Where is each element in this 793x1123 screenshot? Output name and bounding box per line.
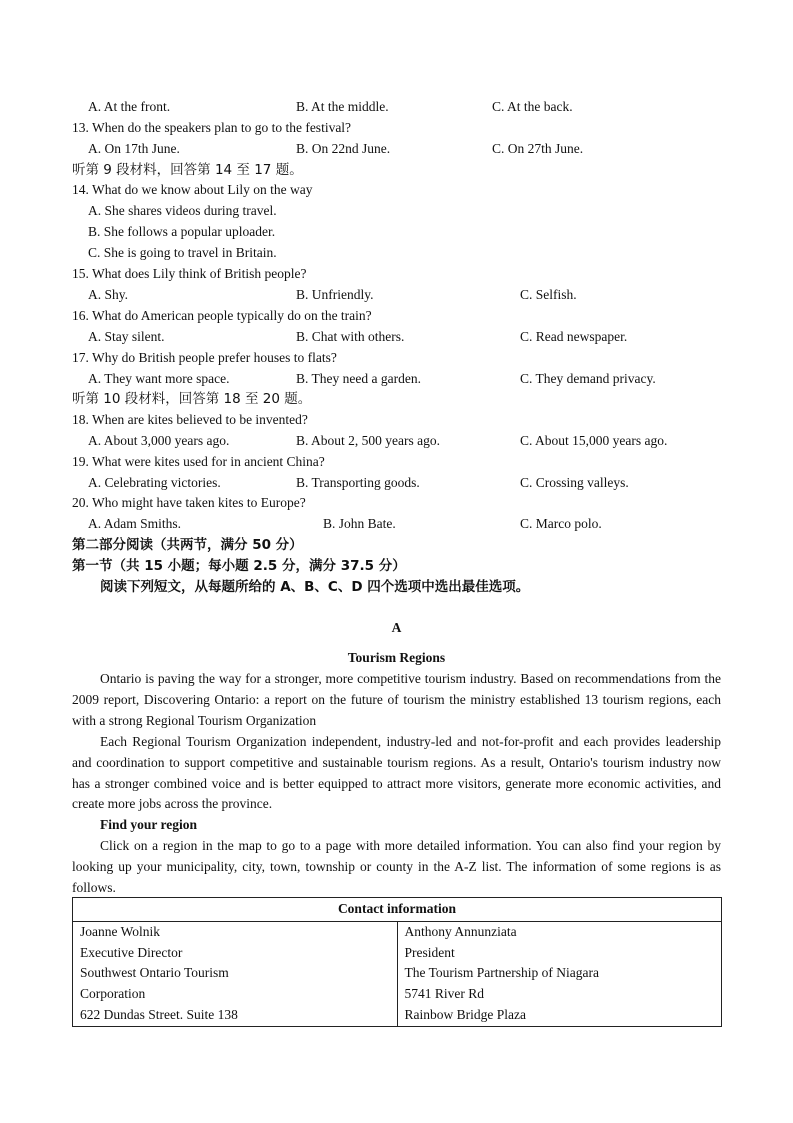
q13-stem: 13. When do the speakers plan to go to the festival? (72, 120, 352, 135)
contact-left-line: Joanne Wolnik (80, 923, 161, 939)
q17-option-a: A. They want more space. (88, 371, 230, 386)
paragraph-1: Ontario is paving the way for a stronger, more competitive tourism industry. Based on recommendations from the 2009 report, Discovering Ontario: a report on the future of tourism the ministry established 13 tourism regions, each with a strong Regional Tourism Organization (72, 671, 721, 728)
contact-right-line: Anthony Annunziata (404, 923, 517, 939)
q19-stem: 19. What were kites used for in ancient China? (72, 454, 325, 469)
contact-right-line: Rainbow Bridge Plaza (404, 1006, 526, 1022)
contact-right-cell (397, 921, 722, 1026)
contact-left-line: Corporation (80, 986, 146, 1002)
q12-option-c: C. At the back. (492, 99, 573, 114)
q13-option-b: B. On 22nd June. (296, 141, 391, 156)
q17-option-b: B. They need a garden. (296, 371, 421, 386)
passage-letter: A (391, 620, 402, 635)
q20-option-a: A. Adam Smiths. (88, 516, 182, 531)
q18-stem: 18. When are kites believed to be invented? (72, 412, 308, 427)
q18-option-b: B. About 2, 500 years ago. (296, 433, 440, 448)
q20-option-c: C. Marco polo. (520, 516, 602, 531)
q18-option-c: C. About 15,000 years ago. (520, 433, 668, 448)
q15-option-a: A. Shy. (88, 287, 129, 302)
q16-stem: 16. What do American people typically do on the train? (72, 308, 372, 323)
q15-option-b: B. Unfriendly. (296, 287, 374, 302)
q13-option-a: A. On 17th June. (88, 141, 180, 156)
q19-option-a: A. Celebrating victories. (88, 475, 221, 490)
paragraph-3: Click on a region in the map to go to a page with more detailed information. You can also find your region by looking up your municipality, city, town, township or county in the A-Z list. The information of some regions is as follows. (72, 838, 721, 895)
find-region-heading: Find your region (100, 817, 198, 832)
section-one-title: 第一节（共 15 小题；每小题 2.5 分，满分 37.5 分） (72, 558, 406, 574)
passage-9-instruction: 听第 9 段材料，回答第 14 至 17 题。 (72, 162, 303, 178)
q16-option-c: C. Read newspaper. (520, 329, 628, 344)
contact-left-line: Southwest Ontario Tourism (80, 965, 229, 981)
q14-option-b: B. She follows a popular uploader. (88, 224, 276, 239)
q20-stem: 20. Who might have taken kites to Europe? (72, 495, 306, 510)
q14-stem: 14. What do we know about Lily on the way (72, 182, 313, 197)
contact-left-line: Executive Director (80, 944, 183, 960)
reading-instruction: 阅读下列短文，从每题所给的 A、B、C、D 四个选项中选出最佳选项。 (100, 579, 530, 595)
contact-table-header: Contact information (73, 898, 722, 922)
q14-option-c: C. She is going to travel in Britain. (88, 245, 277, 260)
passage-title: Tourism Regions (347, 650, 446, 665)
q19-option-c: C. Crossing valleys. (520, 475, 629, 490)
contact-right-line: President (404, 944, 455, 960)
q17-stem: 17. Why do British people prefer houses to flats? (72, 350, 337, 365)
q13-option-c: C. On 27th June. (492, 141, 584, 156)
q14-option-a: A. She shares videos during travel. (88, 203, 277, 218)
q12-option-b: B. At the middle. (296, 99, 389, 114)
contact-table (72, 897, 722, 1027)
contact-right-line: 5741 River Rd (404, 986, 484, 1002)
part-two-title: 第二部分阅读（共两节，满分 50 分） (72, 537, 303, 553)
q19-option-b: B. Transporting goods. (296, 475, 420, 490)
q17-option-c: C. They demand privacy. (520, 371, 656, 386)
contact-right-line: The Tourism Partnership of Niagara (404, 965, 600, 981)
q20-option-b: B. John Bate. (323, 516, 396, 531)
q15-option-c: C. Selfish. (520, 287, 577, 302)
q16-option-a: A. Stay silent. (88, 329, 165, 344)
q16-option-b: B. Chat with others. (296, 329, 405, 344)
paragraph-2: Each Regional Tourism Organization independent, industry-led and not-for-profit and each provides leadership and coordination to support competitive and sustainable tourism regions. As a result, Ontario's tourism industry now has a stronger combined voice and is better equipped to attract more visitors, generate more economic activities, and create more jobs across the province. (72, 734, 721, 812)
q12-option-a: A. At the front. (88, 99, 171, 114)
q15-stem: 15. What does Lily think of British people? (72, 266, 307, 281)
contact-left-cell (73, 921, 398, 1026)
contact-left-line: 622 Dundas Street. Suite 138 (80, 1006, 238, 1022)
passage-10-instruction: 听第 10 段材料，回答第 18 至 20 题。 (72, 391, 312, 407)
q18-option-a: A. About 3,000 years ago. (88, 433, 230, 448)
